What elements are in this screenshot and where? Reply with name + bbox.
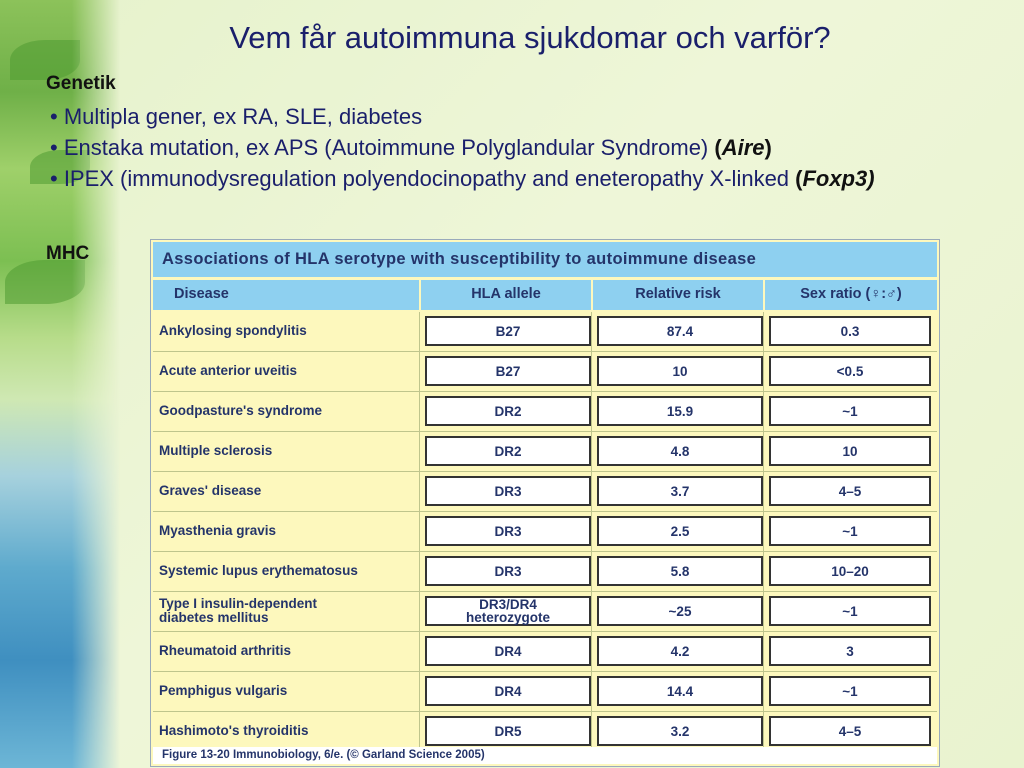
gene-name: Foxp3) [802, 166, 875, 191]
disease-cell: Graves' disease [159, 483, 262, 498]
hla-allele-cell: B27 [425, 356, 591, 386]
sex-ratio-cell: 4–5 [769, 476, 931, 506]
hla-association-figure [150, 239, 940, 767]
sex-ratio-cell: 4–5 [769, 716, 931, 746]
table-row [153, 312, 937, 350]
table-row [153, 552, 937, 590]
relative-risk-cell: 5.8 [597, 556, 763, 586]
mhc-heading: MHC [46, 243, 90, 264]
disease-cell: Goodpasture's syndrome [159, 403, 322, 418]
relative-risk-cell: 2.5 [597, 516, 763, 546]
table-row [153, 352, 937, 390]
table-row [153, 592, 937, 630]
genetik-heading: Genetik [46, 73, 116, 94]
hla-allele-cell: DR3 [425, 476, 591, 506]
sex-ratio-cell: ~1 [769, 676, 931, 706]
column-header-sex-ratio: Sex ratio (♀:♂) [765, 280, 937, 310]
bullet-paren: ( [795, 166, 803, 191]
bullet-item [50, 132, 875, 163]
relative-risk-cell: 14.4 [597, 676, 763, 706]
hla-allele-cell: DR4 [425, 636, 591, 666]
relative-risk-cell: 87.4 [597, 316, 763, 346]
disease-cell: Acute anterior uveitis [159, 363, 298, 378]
sex-ratio-cell: ~1 [769, 516, 931, 546]
disease-cell: Systemic lupus erythematosus [159, 563, 358, 578]
bullet-paren: ) [764, 135, 772, 160]
hla-allele-cell: DR2 [425, 396, 591, 426]
disease-cell: Multiple sclerosis [159, 443, 273, 458]
genetik-bullet-list [50, 101, 875, 194]
sex-ratio-cell: 10–20 [769, 556, 931, 586]
relative-risk-cell: 3.7 [597, 476, 763, 506]
leaf-decoration [5, 260, 85, 304]
bullet-item [50, 163, 875, 194]
relative-risk-cell: 4.2 [597, 636, 763, 666]
disease-cell: Type I insulin-dependent diabetes mellitus [159, 596, 318, 625]
figure-caption: Figure 13-20 Immunobiology, 6/e. (© Garland Science 2005) [153, 747, 937, 764]
table-row [153, 432, 937, 470]
bullet-paren: ( [714, 135, 722, 160]
table-row [153, 712, 937, 750]
hla-allele-cell: DR3 [425, 516, 591, 546]
bullet-text: • Enstaka mutation, ex APS (Autoimmune Polyglandular Syndrome) [50, 135, 715, 160]
relative-risk-cell: 15.9 [597, 396, 763, 426]
disease-cell: Ankylosing spondylitis [159, 323, 307, 338]
sex-ratio-cell: 3 [769, 636, 931, 666]
sex-ratio-cell: 10 [769, 436, 931, 466]
column-header-disease: Disease [153, 280, 419, 310]
hla-allele-cell: DR3/DR4 heterozygote [425, 596, 591, 626]
relative-risk-cell: 10 [597, 356, 763, 386]
sex-ratio-cell: 0.3 [769, 316, 931, 346]
table-row [153, 472, 937, 510]
table-row [153, 512, 937, 550]
hla-allele-cell: DR2 [425, 436, 591, 466]
relative-risk-cell: 3.2 [597, 716, 763, 746]
table-row [153, 672, 937, 710]
figure-title: Associations of HLA serotype with susceptibility to autoimmune disease [153, 242, 937, 277]
slide-title: Vem får autoimmuna sjukdomar och varför? [229, 20, 831, 55]
column-header-relative-risk: Relative risk [593, 280, 763, 310]
table-row [153, 392, 937, 430]
bullet-text: • Multipla gener, ex RA, SLE, diabetes [50, 104, 423, 129]
sex-ratio-cell: ~1 [769, 596, 931, 626]
sex-ratio-cell: ~1 [769, 396, 931, 426]
hla-allele-cell: DR4 [425, 676, 591, 706]
relative-risk-cell: ~25 [597, 596, 763, 626]
hla-allele-cell: DR5 [425, 716, 591, 746]
disease-cell: Rheumatoid arthritis [159, 643, 292, 658]
gene-name: Aire [721, 135, 765, 160]
hla-allele-cell: B27 [425, 316, 591, 346]
table-row [153, 632, 937, 670]
disease-cell: Pemphigus vulgaris [159, 683, 288, 698]
hla-allele-cell: DR3 [425, 556, 591, 586]
column-header-hla-allele: HLA allele [421, 280, 591, 310]
bullet-item [50, 101, 875, 132]
sex-ratio-cell: <0.5 [769, 356, 931, 386]
disease-cell: Hashimoto's thyroiditis [159, 723, 309, 738]
bullet-text: • IPEX (immunodysregulation polyendocinopathy and eneteropathy X-linked [50, 166, 796, 191]
disease-cell: Myasthenia gravis [159, 523, 277, 538]
relative-risk-cell: 4.8 [597, 436, 763, 466]
